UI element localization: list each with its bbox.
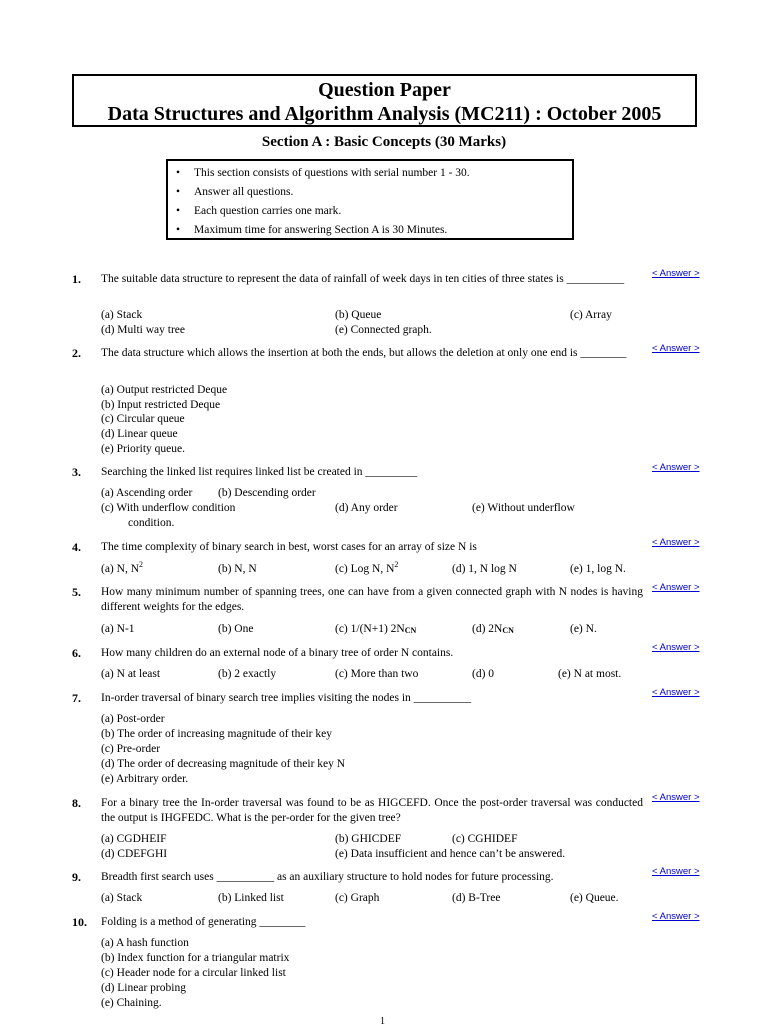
- option: (a) N at least: [101, 668, 161, 680]
- answer-link[interactable]: < Answer >: [652, 343, 700, 354]
- option: (e) N at most.: [558, 668, 622, 680]
- answer-link[interactable]: < Answer >: [652, 687, 700, 698]
- option: (d) The order of decreasing magnitude of their key N: [101, 758, 346, 770]
- option: (c) Graph: [335, 892, 380, 904]
- instruction-item: • This section consists of questions with serial number 1 - 30.: [168, 164, 572, 183]
- answer-link[interactable]: < Answer >: [652, 911, 700, 922]
- question-text: In-order traversal of binary search tree implies visiting the nodes in __________: [101, 692, 472, 704]
- question-text: The time complexity of binary search in best, worst cases for an array of size N is: [101, 541, 477, 553]
- option: (e) Connected graph.: [335, 324, 432, 336]
- option: (a) CGDHEIF: [101, 833, 167, 845]
- question-number: 4.: [72, 540, 81, 554]
- option: (d) 0: [472, 668, 495, 680]
- option: (b) 2 exactly: [218, 668, 277, 680]
- answer-link[interactable]: < Answer >: [652, 866, 700, 877]
- option: (d) Linear queue: [101, 428, 178, 440]
- answer-link[interactable]: < Answer >: [652, 462, 700, 473]
- option: (e) Data insufficient and hence can’t be answered.: [335, 848, 566, 860]
- option: (a) Stack: [101, 892, 143, 904]
- question-text: For a binary tree the In-order traversal was found to be as HIGCEFD. Once the post-order traversal was conducted the output is IHGFEDC. What is the per-order for the given tree?: [101, 797, 643, 824]
- page-number: 1: [380, 1016, 385, 1027]
- answer-link[interactable]: < Answer >: [652, 642, 700, 653]
- option: (d) 1, N log N: [452, 563, 517, 575]
- question-number: 7.: [72, 691, 81, 705]
- option: (c) 1/(N+1) $2N_{CN}$: [335, 623, 417, 635]
- question-number: 5.: [72, 585, 81, 599]
- question-text: Searching the linked list requires linked list be created in _________: [101, 466, 418, 478]
- question-number: 10.: [72, 915, 87, 929]
- answer-link[interactable]: < Answer >: [652, 582, 700, 593]
- option: (a) Output restricted Deque: [101, 384, 228, 396]
- option: (e) Chaining.: [101, 997, 162, 1009]
- option: (e) N.: [570, 623, 597, 635]
- option: (d) Any order: [335, 502, 398, 514]
- question-text: The data structure which allows the insertion at both the ends, but allows the deletion at only one end is ________: [101, 347, 627, 359]
- option: (c) Circular queue: [101, 413, 185, 425]
- option: (e) 1, log N.: [570, 563, 626, 575]
- page-title: Question Paper: [318, 79, 451, 101]
- option: (c) Array: [570, 309, 612, 321]
- instructions-box: [166, 159, 574, 240]
- question-number: 9.: [72, 870, 81, 884]
- question-number: 6.: [72, 646, 81, 660]
- answer-link[interactable]: < Answer >: [652, 792, 700, 803]
- option: (b) One: [218, 623, 254, 635]
- option: (b) Linked list: [218, 892, 284, 904]
- option: condition.: [128, 517, 175, 529]
- question-text: How many children do an external node of a binary tree of order N contains.: [101, 647, 454, 659]
- answer-link[interactable]: < Answer >: [652, 537, 700, 548]
- option: (c) More than two: [335, 668, 419, 680]
- question-text: Breadth first search uses __________ as an auxiliary structure to hold nodes for future processing.: [101, 871, 554, 883]
- option: (a) Ascending order: [101, 487, 193, 499]
- option: (e) Priority queue.: [101, 443, 185, 455]
- option: (c) Pre-order: [101, 743, 161, 755]
- question-number: 1.: [72, 272, 81, 286]
- question-text: Folding is a method of generating ________: [101, 916, 306, 928]
- option: (a) A hash function: [101, 937, 189, 949]
- option: (b) GHICDEF: [335, 833, 402, 845]
- option: (a) N, $N^2$: [101, 560, 143, 575]
- answer-link[interactable]: < Answer >: [652, 268, 700, 279]
- option: (a) Post-order: [101, 713, 165, 725]
- option: (a) N-1: [101, 623, 135, 635]
- question-number: 2.: [72, 346, 81, 360]
- option: (b) Input restricted Deque: [101, 399, 221, 411]
- option: (b) Descending order: [218, 487, 316, 499]
- option: (d) Multi way tree: [101, 324, 185, 336]
- title-box: [72, 74, 697, 127]
- instruction-item: • Answer all questions.: [168, 183, 572, 202]
- option: (c) With underflow condition: [101, 502, 236, 514]
- option: (d) B-Tree: [452, 892, 501, 904]
- instruction-item: • Each question carries one mark.: [168, 202, 572, 221]
- instruction-item: • Maximum time for answering Section A is 30 Minutes.: [168, 221, 572, 240]
- option: (b) The order of increasing magnitude of their key: [101, 728, 332, 740]
- section-heading: Section A : Basic Concepts (30 Marks): [261, 134, 507, 150]
- option: (c) Log N, $N^2$: [335, 560, 399, 575]
- option: (d) Linear probing: [101, 982, 186, 994]
- option: (b) N, N: [218, 563, 257, 575]
- option: (d) CDEFGHI: [101, 848, 168, 860]
- option: (d) $2N_{CN}$: [472, 623, 514, 635]
- option: (b) Index function for a triangular matrix: [101, 952, 290, 964]
- option: (e) Queue.: [570, 892, 619, 904]
- option: (b) Queue: [335, 309, 382, 321]
- option: (e) Without underflow: [472, 502, 575, 514]
- option: (a) Stack: [101, 309, 143, 321]
- option: (e) Arbitrary order.: [101, 773, 189, 785]
- page-subtitle: Data Structures and Algorithm Analysis (MC211) : October 2005: [107, 103, 662, 125]
- question-number: 8.: [72, 796, 81, 810]
- option: (c) Header node for a circular linked list: [101, 967, 286, 979]
- question-number: 3.: [72, 465, 81, 479]
- option: (c) CGHIDEF: [452, 833, 518, 845]
- question-text: How many minimum number of spanning trees, one can have from a given connected graph with N nodes is having different weights for the edges.: [101, 586, 643, 613]
- question-text: The suitable data structure to represent the data of rainfall of week days in ten cities of three states is __________: [101, 273, 625, 285]
